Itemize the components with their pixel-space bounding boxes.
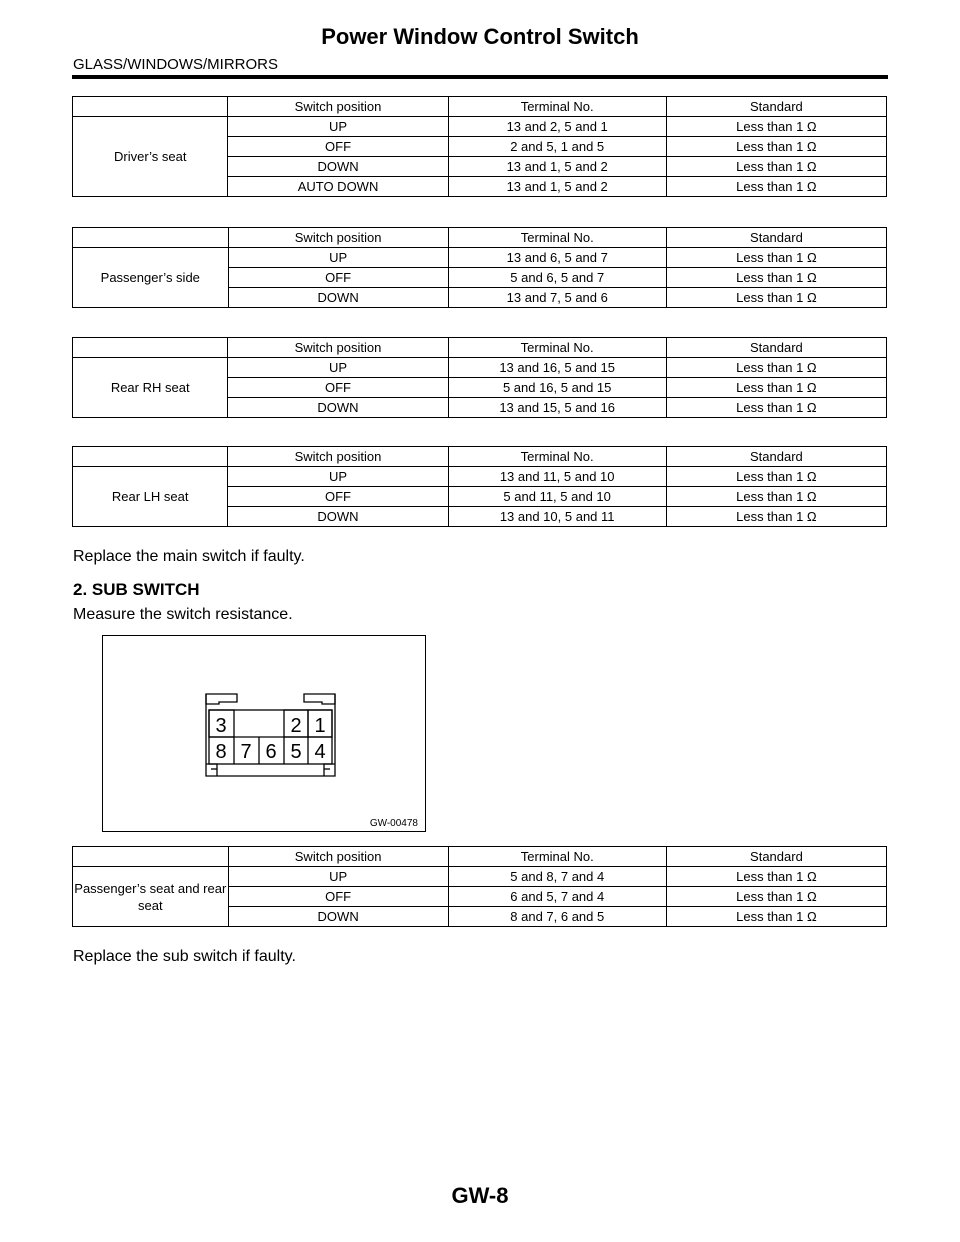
table-cell: DOWN bbox=[228, 507, 448, 527]
pin-label: 2 bbox=[290, 715, 302, 737]
pin-label: 4 bbox=[314, 741, 326, 763]
table-cell: 13 and 1, 5 and 2 bbox=[448, 157, 666, 177]
table-header-cell: Standard bbox=[666, 847, 886, 867]
seat-label: Passenger’s side bbox=[73, 248, 229, 308]
table-header-cell bbox=[73, 847, 229, 867]
table-cell: UP bbox=[228, 358, 448, 378]
table-header-cell: Switch position bbox=[228, 338, 448, 358]
table-cell: 5 and 11, 5 and 10 bbox=[448, 487, 666, 507]
table-cell: OFF bbox=[228, 137, 448, 157]
table-header-cell: Standard bbox=[666, 97, 886, 117]
table-header-row bbox=[73, 228, 887, 248]
table-cell: 5 and 8, 7 and 4 bbox=[448, 867, 666, 887]
table-header-cell bbox=[73, 97, 228, 117]
seat-label: Driver’s seat bbox=[73, 117, 228, 197]
table-cell: Less than 1 Ω bbox=[666, 467, 886, 487]
table-cell: DOWN bbox=[228, 398, 448, 418]
sub-switch-instruction: Measure the switch resistance. bbox=[73, 606, 293, 623]
table-cell: Less than 1 Ω bbox=[666, 867, 886, 887]
table-cell: Less than 1 Ω bbox=[666, 398, 886, 418]
seat-label: Rear RH seat bbox=[73, 358, 228, 418]
pin-label: 5 bbox=[290, 741, 302, 763]
table-header-cell: Terminal No. bbox=[448, 447, 666, 467]
table-header-cell: Switch position bbox=[228, 228, 448, 248]
table-cell: Less than 1 Ω bbox=[666, 487, 886, 507]
page-number: GW-8 bbox=[451, 1183, 509, 1208]
table-cell: 5 and 6, 5 and 7 bbox=[448, 268, 666, 288]
seat-label: Passenger’s seat and rear seat bbox=[73, 867, 229, 927]
pin-label: 1 bbox=[314, 715, 326, 737]
passengers-side-table bbox=[72, 227, 887, 308]
section-label: GLASS/WINDOWS/MIRRORS bbox=[73, 56, 279, 73]
table-cell: 13 and 15, 5 and 16 bbox=[448, 398, 666, 418]
page-title: Power Window Control Switch bbox=[321, 24, 639, 49]
table-cell: OFF bbox=[228, 378, 448, 398]
table-cell: DOWN bbox=[228, 907, 448, 927]
table-cell: 13 and 10, 5 and 11 bbox=[448, 507, 666, 527]
pin-label: 6 bbox=[265, 741, 277, 763]
table-cell: Less than 1 Ω bbox=[666, 378, 886, 398]
table-header-cell: Terminal No. bbox=[448, 338, 666, 358]
sub-switch-table bbox=[72, 846, 887, 927]
table-cell: 13 and 6, 5 and 7 bbox=[448, 248, 666, 268]
table-header-row bbox=[73, 847, 887, 867]
seat-label: Rear LH seat bbox=[73, 467, 228, 527]
table-header-cell: Standard bbox=[666, 447, 886, 467]
table-cell: DOWN bbox=[228, 288, 448, 308]
connector-diagram bbox=[103, 636, 427, 833]
table-cell: Less than 1 Ω bbox=[666, 137, 886, 157]
table-header-cell bbox=[73, 338, 228, 358]
table-header-row bbox=[73, 447, 887, 467]
table-header-cell: Standard bbox=[666, 228, 886, 248]
table-cell: AUTO DOWN bbox=[228, 177, 448, 197]
table-cell: 13 and 11, 5 and 10 bbox=[448, 467, 666, 487]
table-row bbox=[73, 467, 887, 487]
table-header-cell: Switch position bbox=[228, 97, 448, 117]
table-cell: UP bbox=[228, 117, 448, 137]
table-header-row bbox=[73, 97, 887, 117]
table-row bbox=[73, 117, 887, 137]
header-divider bbox=[72, 75, 888, 79]
table-row bbox=[73, 358, 887, 378]
connector-figure bbox=[102, 635, 426, 832]
table-cell: UP bbox=[228, 248, 448, 268]
figure-code: GW-00478 bbox=[369, 818, 418, 829]
pin-label: 3 bbox=[215, 715, 227, 737]
table-cell: Less than 1 Ω bbox=[666, 887, 886, 907]
pin-label: 7 bbox=[240, 741, 252, 763]
rear-rh-seat-table bbox=[72, 337, 887, 418]
table-row bbox=[73, 248, 887, 268]
table-cell: Less than 1 Ω bbox=[666, 248, 886, 268]
table-cell: UP bbox=[228, 867, 448, 887]
table-cell: OFF bbox=[228, 887, 448, 907]
table-cell: DOWN bbox=[228, 157, 448, 177]
sub-switch-note: Replace the sub switch if faulty. bbox=[73, 948, 296, 965]
table-cell: 5 and 16, 5 and 15 bbox=[448, 378, 666, 398]
table-cell: 13 and 1, 5 and 2 bbox=[448, 177, 666, 197]
table-cell: 6 and 5, 7 and 4 bbox=[448, 887, 666, 907]
table-cell: Less than 1 Ω bbox=[666, 117, 886, 137]
table-header-cell: Terminal No. bbox=[448, 97, 666, 117]
table-cell: 13 and 2, 5 and 1 bbox=[448, 117, 666, 137]
table-cell: Less than 1 Ω bbox=[666, 907, 886, 927]
table-cell: OFF bbox=[228, 487, 448, 507]
table-header-cell bbox=[73, 228, 229, 248]
table-cell: OFF bbox=[228, 268, 448, 288]
table-cell: Less than 1 Ω bbox=[666, 507, 886, 527]
main-switch-note: Replace the main switch if faulty. bbox=[73, 548, 305, 565]
table-cell: 2 and 5, 1 and 5 bbox=[448, 137, 666, 157]
pin-label: 8 bbox=[215, 741, 227, 763]
sub-switch-heading: 2. SUB SWITCH bbox=[73, 580, 200, 599]
table-cell: Less than 1 Ω bbox=[666, 268, 886, 288]
table-row bbox=[73, 867, 887, 887]
table-header-cell bbox=[73, 447, 228, 467]
drivers-seat-table bbox=[72, 96, 887, 197]
table-header-cell: Terminal No. bbox=[448, 228, 666, 248]
table-cell: Less than 1 Ω bbox=[666, 288, 886, 308]
table-cell: Less than 1 Ω bbox=[666, 358, 886, 378]
rear-lh-seat-table bbox=[72, 446, 887, 527]
table-cell: 8 and 7, 6 and 5 bbox=[448, 907, 666, 927]
table-cell: Less than 1 Ω bbox=[666, 157, 886, 177]
table-cell: UP bbox=[228, 467, 448, 487]
table-header-cell: Standard bbox=[666, 338, 886, 358]
table-cell: 13 and 7, 5 and 6 bbox=[448, 288, 666, 308]
table-header-cell: Switch position bbox=[228, 847, 448, 867]
table-header-row bbox=[73, 338, 887, 358]
table-cell: 13 and 16, 5 and 15 bbox=[448, 358, 666, 378]
table-header-cell: Switch position bbox=[228, 447, 448, 467]
table-header-cell: Terminal No. bbox=[448, 847, 666, 867]
table-cell: Less than 1 Ω bbox=[666, 177, 886, 197]
